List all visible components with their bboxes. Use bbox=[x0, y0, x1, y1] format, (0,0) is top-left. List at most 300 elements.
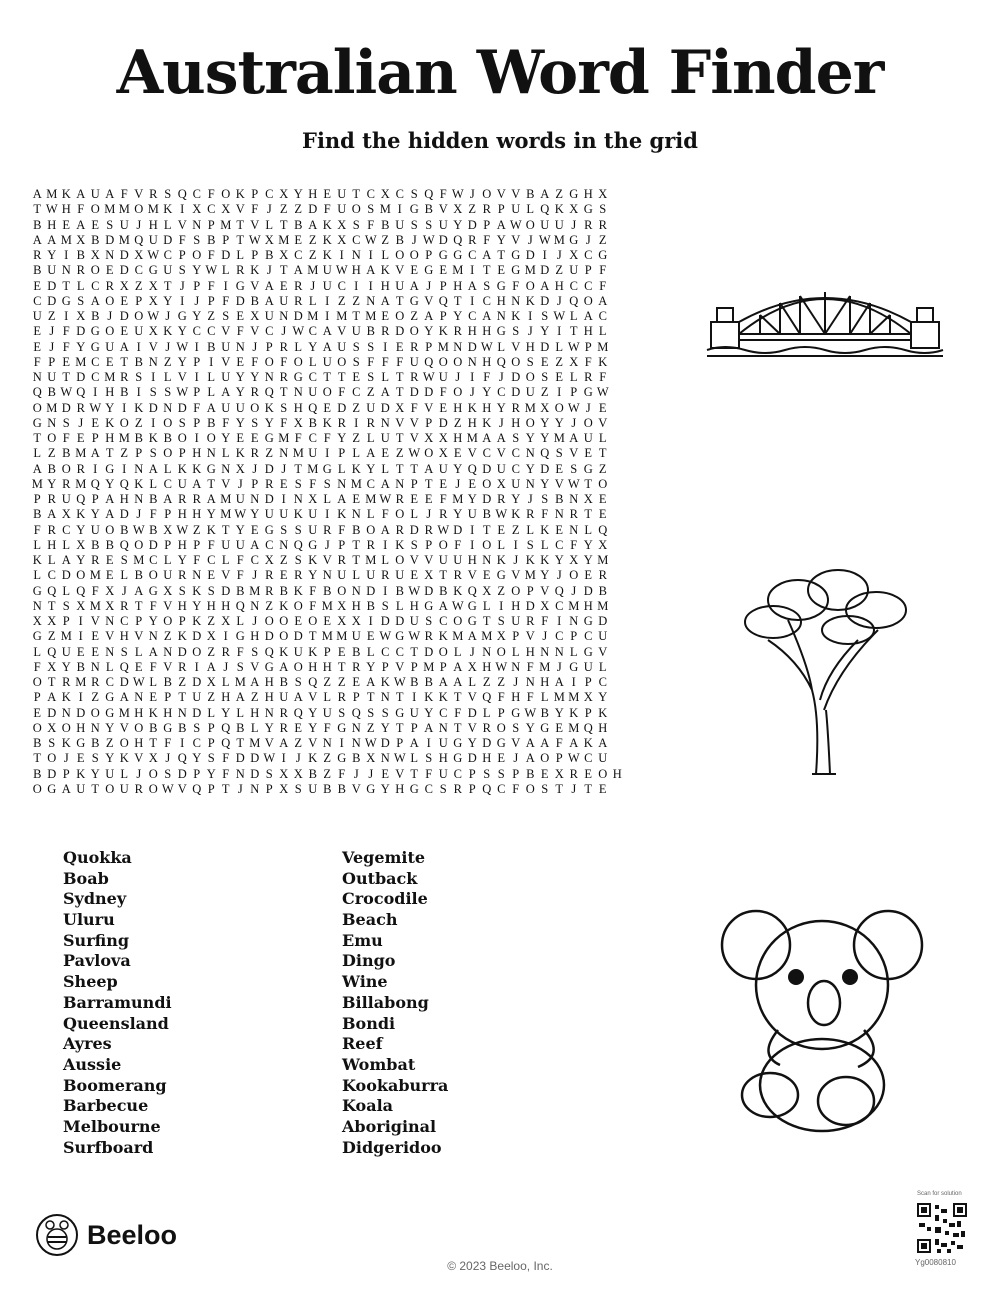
grid-letter: B bbox=[207, 339, 216, 354]
grid-letter: S bbox=[193, 720, 201, 735]
grid-letter: B bbox=[149, 492, 158, 506]
grid-letter: Y bbox=[482, 385, 492, 400]
grid-letter: K bbox=[177, 629, 187, 644]
grid-letter: Y bbox=[47, 248, 57, 262]
grid-letter: R bbox=[250, 446, 259, 461]
grid-row bbox=[30, 599, 655, 614]
grid-letter: C bbox=[395, 644, 404, 659]
grid-letter: Y bbox=[380, 720, 390, 735]
grid-letter: D bbox=[192, 705, 202, 720]
grid-letter: N bbox=[453, 339, 463, 354]
grid-letter: X bbox=[583, 690, 593, 705]
grid-letter: C bbox=[584, 751, 593, 766]
grid-letter: S bbox=[555, 446, 563, 461]
grid-letter: W bbox=[567, 400, 580, 415]
grid-letter: K bbox=[598, 354, 608, 369]
word-grid bbox=[30, 187, 655, 797]
grid-letter: L bbox=[482, 598, 491, 613]
grid-letter: H bbox=[192, 446, 202, 461]
grid-letter: L bbox=[221, 675, 230, 689]
grid-letter: R bbox=[178, 492, 187, 506]
grid-letter: Y bbox=[148, 614, 158, 628]
grid-row bbox=[30, 751, 655, 766]
grid-letter: X bbox=[279, 248, 289, 262]
grid-row bbox=[30, 446, 655, 461]
grid-letter: P bbox=[193, 537, 201, 552]
grid-letter: N bbox=[438, 720, 448, 735]
grid-letter: I bbox=[93, 461, 98, 476]
grid-letter: X bbox=[569, 553, 579, 567]
grid-letter: T bbox=[163, 278, 172, 293]
grid-letter: Z bbox=[91, 690, 100, 705]
grid-letter: P bbox=[207, 720, 215, 735]
grid-letter: Q bbox=[32, 385, 42, 400]
grid-letter: S bbox=[338, 705, 346, 720]
grid-letter: K bbox=[105, 415, 115, 430]
grid-letter: T bbox=[584, 476, 593, 491]
grid-letter: O bbox=[424, 446, 434, 461]
grid-letter: C bbox=[265, 537, 274, 552]
grid-letter: E bbox=[323, 187, 332, 201]
grid-letter: L bbox=[526, 522, 535, 537]
grid-letter: J bbox=[556, 659, 562, 674]
grid-letter: U bbox=[264, 309, 274, 323]
grid-letter: Q bbox=[467, 583, 477, 598]
grid-letter: M bbox=[220, 217, 232, 232]
grid-letter: C bbox=[265, 187, 274, 201]
grid-letter: R bbox=[482, 720, 491, 735]
grid-letter: W bbox=[538, 232, 551, 247]
grid-letter: V bbox=[250, 217, 260, 232]
grid-letter: G bbox=[32, 629, 42, 644]
grid-letter: E bbox=[439, 400, 448, 415]
grid-letter: O bbox=[264, 354, 274, 369]
word-item: Melbourne bbox=[63, 1116, 161, 1136]
grid-letter: D bbox=[366, 583, 376, 598]
grid-letter: A bbox=[366, 675, 376, 689]
grid-letter: I bbox=[325, 309, 330, 323]
scan-label: Scan for solution bbox=[917, 1191, 962, 1197]
word-item: Boab bbox=[63, 868, 109, 888]
grid-letter: Z bbox=[294, 736, 303, 750]
grid-letter: Y bbox=[525, 431, 535, 445]
grid-letter: L bbox=[410, 751, 419, 766]
grid-letter: L bbox=[569, 644, 578, 659]
qr-code-icon[interactable] bbox=[917, 1203, 967, 1253]
grid-letter: Y bbox=[163, 293, 173, 308]
grid-letter: K bbox=[583, 736, 593, 750]
grid-letter: H bbox=[221, 598, 231, 613]
grid-letter: Z bbox=[323, 766, 332, 781]
grid-letter: Q bbox=[467, 461, 477, 476]
grid-letter: I bbox=[368, 278, 373, 293]
grid-letter: V bbox=[90, 614, 100, 628]
grid-letter: J bbox=[571, 781, 577, 796]
grid-letter: C bbox=[120, 614, 129, 628]
grid-letter: D bbox=[293, 629, 303, 644]
grid-letter: N bbox=[351, 736, 361, 750]
grid-row bbox=[30, 736, 655, 751]
grid-letter: P bbox=[207, 217, 215, 232]
grid-letter: S bbox=[410, 187, 418, 201]
grid-letter: O bbox=[496, 720, 506, 735]
grid-letter: R bbox=[526, 507, 535, 522]
grid-letter: I bbox=[528, 309, 533, 323]
grid-letter: B bbox=[33, 217, 42, 232]
grid-letter: D bbox=[511, 385, 521, 400]
grid-letter: P bbox=[497, 202, 505, 217]
grid-letter: L bbox=[105, 659, 114, 674]
grid-letter: S bbox=[178, 583, 186, 598]
grid-letter: A bbox=[206, 492, 216, 506]
grid-letter: C bbox=[337, 278, 346, 293]
grid-letter: C bbox=[47, 568, 56, 583]
grid-letter: P bbox=[62, 614, 70, 628]
grid-letter: F bbox=[236, 324, 244, 339]
grid-letter: A bbox=[380, 522, 390, 537]
grid-letter: A bbox=[569, 736, 579, 750]
grid-letter: K bbox=[424, 690, 434, 705]
grid-letter: E bbox=[439, 476, 448, 491]
grid-letter: R bbox=[366, 415, 375, 430]
grid-letter: D bbox=[105, 232, 115, 247]
grid-letter: M bbox=[307, 263, 319, 278]
grid-letter: S bbox=[410, 217, 418, 232]
grid-letter: U bbox=[192, 690, 202, 705]
grid-letter: S bbox=[425, 751, 433, 766]
grid-letter: U bbox=[163, 263, 173, 278]
grid-letter: S bbox=[483, 766, 491, 781]
grid-letter: D bbox=[119, 675, 129, 689]
grid-letter: E bbox=[410, 492, 419, 506]
grid-letter: B bbox=[149, 522, 158, 537]
grid-letter: Y bbox=[424, 324, 434, 339]
grid-letter: A bbox=[540, 278, 550, 293]
grid-letter: N bbox=[351, 583, 361, 598]
grid-letter: Q bbox=[293, 705, 303, 720]
grid-letter: R bbox=[47, 522, 56, 537]
grid-letter: X bbox=[76, 232, 86, 247]
grid-letter: M bbox=[104, 202, 116, 217]
grid-letter: Q bbox=[177, 187, 187, 201]
grid-letter: X bbox=[192, 202, 202, 217]
grid-letter: D bbox=[583, 583, 593, 598]
grid-letter: R bbox=[76, 263, 85, 278]
grid-letter: J bbox=[426, 278, 432, 293]
grid-row bbox=[30, 324, 655, 339]
grid-letter: H bbox=[525, 339, 535, 354]
word-item: Quokka bbox=[63, 848, 132, 867]
grid-letter: A bbox=[424, 461, 434, 476]
grid-letter: U bbox=[525, 385, 535, 400]
grid-letter: R bbox=[453, 568, 462, 583]
grid-letter: E bbox=[91, 415, 100, 430]
grid-letter: S bbox=[62, 598, 70, 613]
grid-letter: D bbox=[250, 751, 260, 766]
grid-letter: E bbox=[497, 751, 506, 766]
grid-letter: O bbox=[453, 614, 463, 628]
grid-letter: C bbox=[598, 309, 607, 323]
grid-letter: E bbox=[105, 568, 114, 583]
grid-letter: E bbox=[468, 476, 477, 491]
grid-letter: Y bbox=[221, 431, 231, 445]
grid-letter: V bbox=[511, 339, 521, 354]
grid-letter: N bbox=[511, 293, 521, 308]
grid-letter: Y bbox=[308, 568, 318, 583]
grid-letter: I bbox=[383, 537, 388, 552]
grid-letter: J bbox=[556, 568, 562, 583]
grid-letter: U bbox=[47, 370, 57, 384]
grid-letter: Y bbox=[76, 339, 86, 354]
grid-letter: F bbox=[280, 354, 288, 369]
grid-letter: R bbox=[337, 415, 346, 430]
grid-letter: I bbox=[281, 492, 286, 506]
grid-letter: V bbox=[134, 629, 144, 644]
grid-letter: E bbox=[352, 675, 361, 689]
grid-letter: B bbox=[33, 507, 42, 522]
grid-letter: O bbox=[119, 415, 129, 430]
grid-letter: L bbox=[76, 278, 85, 293]
grid-letter: O bbox=[32, 720, 42, 735]
grid-letter: R bbox=[62, 476, 71, 491]
grid-letter: T bbox=[62, 278, 71, 293]
grid-letter: U bbox=[308, 385, 318, 400]
grid-letter: H bbox=[496, 293, 506, 308]
grid-letter: A bbox=[90, 293, 100, 308]
word-item: Barramundi bbox=[63, 992, 172, 1012]
grid-letter: S bbox=[425, 217, 433, 232]
grid-letter: X bbox=[308, 492, 318, 506]
grid-letter: J bbox=[455, 476, 461, 491]
grid-letter: B bbox=[33, 766, 42, 781]
grid-letter: V bbox=[163, 659, 173, 674]
grid-letter: U bbox=[221, 537, 231, 552]
grid-letter: T bbox=[105, 446, 114, 461]
grid-letter: D bbox=[235, 751, 245, 766]
grid-letter: O bbox=[134, 720, 144, 735]
grid-letter: W bbox=[205, 263, 218, 278]
grid-letter: K bbox=[380, 675, 390, 689]
grid-letter: A bbox=[206, 400, 216, 415]
grid-letter: G bbox=[61, 293, 71, 308]
grid-letter: O bbox=[206, 431, 216, 445]
grid-letter: L bbox=[33, 568, 42, 583]
grid-letter: H bbox=[351, 598, 361, 613]
grid-letter: A bbox=[496, 217, 506, 232]
grid-letter: S bbox=[294, 522, 302, 537]
grid-letter: H bbox=[134, 736, 144, 750]
grid-letter: J bbox=[527, 232, 533, 247]
grid-letter: Y bbox=[206, 766, 216, 781]
grid-letter: U bbox=[322, 263, 332, 278]
grid-letter: O bbox=[163, 446, 173, 461]
grid-letter: M bbox=[553, 431, 565, 445]
grid-letter: R bbox=[91, 675, 100, 689]
grid-letter: N bbox=[525, 446, 535, 461]
grid-letter: C bbox=[555, 629, 564, 644]
grid-letter: E bbox=[76, 644, 85, 659]
grid-letter: Y bbox=[221, 705, 231, 720]
grid-letter: R bbox=[482, 202, 491, 217]
grid-letter: U bbox=[438, 370, 448, 384]
grid-letter: I bbox=[339, 736, 344, 750]
grid-letter: T bbox=[395, 431, 404, 445]
grid-letter: B bbox=[540, 705, 549, 720]
grid-row bbox=[30, 233, 655, 248]
grid-letter: R bbox=[134, 781, 143, 796]
word-item: Wombat bbox=[342, 1054, 416, 1074]
grid-row bbox=[30, 614, 655, 629]
grid-letter: A bbox=[337, 492, 347, 506]
grid-letter: I bbox=[470, 522, 475, 537]
grid-letter: D bbox=[395, 324, 405, 339]
grid-letter: S bbox=[120, 553, 128, 567]
grid-row bbox=[30, 767, 655, 782]
grid-letter: J bbox=[266, 202, 272, 217]
grid-letter: O bbox=[47, 431, 57, 445]
grid-letter: U bbox=[337, 187, 347, 201]
grid-letter: B bbox=[555, 492, 564, 506]
grid-letter: M bbox=[118, 705, 130, 720]
grid-letter: A bbox=[380, 385, 390, 400]
grid-letter: I bbox=[470, 537, 475, 552]
grid-letter: A bbox=[453, 675, 463, 689]
grid-letter: U bbox=[351, 629, 361, 644]
grid-letter: X bbox=[235, 461, 245, 476]
grid-letter: Z bbox=[555, 263, 564, 278]
grid-letter: X bbox=[337, 217, 347, 232]
grid-letter: J bbox=[469, 385, 475, 400]
grid-row bbox=[30, 462, 655, 477]
grid-letter: M bbox=[147, 202, 159, 217]
grid-letter: Q bbox=[47, 583, 57, 598]
grid-letter: C bbox=[207, 324, 216, 339]
grid-letter: A bbox=[206, 659, 216, 674]
grid-letter: F bbox=[207, 187, 215, 201]
grid-letter: T bbox=[33, 202, 42, 217]
grid-letter: R bbox=[120, 598, 129, 613]
grid-letter: U bbox=[337, 568, 347, 583]
grid-letter: G bbox=[235, 278, 245, 293]
grid-letter: Q bbox=[482, 781, 492, 796]
grid-letter: X bbox=[76, 598, 86, 613]
grid-letter: J bbox=[411, 232, 417, 247]
grid-letter: C bbox=[584, 278, 593, 293]
grid-letter: L bbox=[366, 431, 375, 445]
grid-letter: M bbox=[336, 309, 348, 323]
grid-letter: W bbox=[161, 781, 174, 796]
grid-letter: D bbox=[409, 522, 419, 537]
grid-letter: F bbox=[541, 507, 549, 522]
grid-letter: F bbox=[193, 553, 201, 567]
grid-letter: M bbox=[60, 629, 72, 644]
grid-letter: Q bbox=[264, 385, 274, 400]
grid-letter: V bbox=[221, 568, 231, 583]
grid-letter: A bbox=[366, 263, 376, 278]
grid-letter: R bbox=[598, 217, 607, 232]
grid-letter: J bbox=[368, 766, 374, 781]
grid-letter: U bbox=[119, 781, 129, 796]
grid-letter: F bbox=[439, 492, 447, 506]
grid-letter: O bbox=[583, 293, 593, 308]
grid-letter: G bbox=[583, 202, 593, 217]
grid-letter: G bbox=[293, 370, 303, 384]
grid-letter: R bbox=[439, 507, 448, 522]
grid-letter: V bbox=[395, 415, 405, 430]
grid-letter: I bbox=[180, 202, 185, 217]
grid-letter: O bbox=[32, 781, 42, 796]
grid-letter: U bbox=[395, 217, 405, 232]
grid-letter: S bbox=[526, 537, 534, 552]
grid-letter: X bbox=[569, 248, 579, 262]
grid-letter: M bbox=[553, 690, 565, 705]
grid-letter: U bbox=[583, 431, 593, 445]
grid-letter: U bbox=[105, 766, 115, 781]
grid-letter: M bbox=[597, 339, 609, 354]
grid-letter: T bbox=[439, 568, 448, 583]
grid-letter: R bbox=[366, 537, 375, 552]
grid-letter: T bbox=[62, 370, 71, 384]
grid-letter: V bbox=[409, 415, 419, 430]
grid-letter: T bbox=[149, 736, 158, 750]
grid-letter: A bbox=[322, 324, 332, 339]
grid-letter: H bbox=[76, 720, 86, 735]
grid-letter: A bbox=[380, 293, 390, 308]
grid-letter: U bbox=[308, 781, 318, 796]
grid-letter: Q bbox=[540, 446, 550, 461]
grid-letter: T bbox=[453, 690, 462, 705]
grid-letter: H bbox=[511, 415, 521, 430]
grid-letter: F bbox=[381, 507, 389, 522]
grid-letter: E bbox=[294, 614, 303, 628]
grid-letter: L bbox=[33, 537, 42, 552]
grid-letter: V bbox=[264, 736, 274, 750]
grid-letter: G bbox=[540, 720, 550, 735]
grid-letter: W bbox=[364, 736, 377, 750]
grid-letter: F bbox=[381, 354, 389, 369]
grid-letter: O bbox=[264, 614, 274, 628]
grid-letter: J bbox=[136, 507, 142, 522]
grid-row bbox=[30, 279, 655, 294]
grid-letter: N bbox=[177, 705, 187, 720]
grid-letter: S bbox=[367, 339, 375, 354]
grid-letter: J bbox=[165, 751, 171, 766]
grid-letter: Z bbox=[337, 293, 346, 308]
grid-letter: Z bbox=[497, 675, 506, 689]
grid-letter: P bbox=[193, 278, 201, 293]
grid-letter: C bbox=[192, 187, 201, 201]
grid-letter: O bbox=[90, 263, 100, 278]
grid-letter: B bbox=[395, 583, 404, 598]
grid-letter: N bbox=[32, 370, 42, 384]
grid-letter: Y bbox=[496, 400, 506, 415]
grid-letter: Z bbox=[134, 415, 143, 430]
grid-letter: J bbox=[252, 568, 258, 583]
grid-letter: X bbox=[496, 629, 506, 644]
grid-letter: P bbox=[207, 736, 215, 750]
grid-letter: J bbox=[571, 217, 577, 232]
grid-letter: Z bbox=[47, 309, 56, 323]
grid-letter: F bbox=[570, 537, 578, 552]
grid-letter: L bbox=[62, 537, 71, 552]
grid-letter: P bbox=[251, 248, 259, 262]
grid-letter: J bbox=[179, 278, 185, 293]
grid-letter: L bbox=[555, 339, 564, 354]
grid-letter: J bbox=[513, 675, 519, 689]
grid-letter: O bbox=[554, 400, 564, 415]
grid-letter: W bbox=[567, 751, 580, 766]
grid-letter: H bbox=[511, 598, 521, 613]
